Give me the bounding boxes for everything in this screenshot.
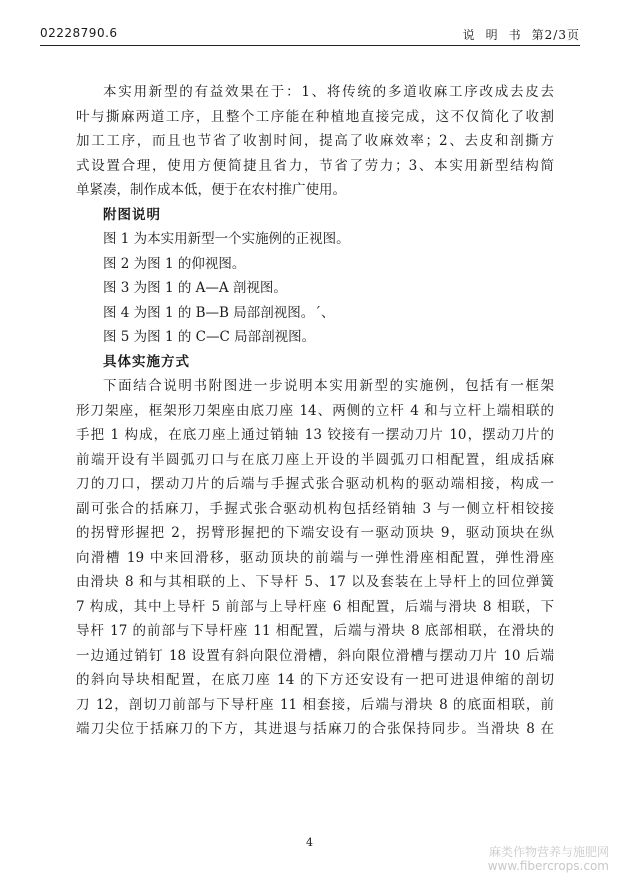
paragraph-line: 式设置合理，使用方便简捷且省力，节省了劳力；3、本实用新型结构简 (76, 157, 554, 174)
paragraph-line: 副可张合的括麻刀，手握式张合驱动机构包括经销轴 3 与一侧立杆相铰接 (76, 500, 554, 517)
paragraph-line: 单紧凑，制作成本低，便于在农村推广使用。 (76, 182, 346, 198)
section-heading-embodiment: 具体实施方式 (103, 353, 190, 370)
paragraph-line: 向滑槽 19 中来回滑移，驱动顶块的前端与一弹性滑座相配置，弹性滑座 (76, 549, 554, 566)
page-info: 第2/3页 (531, 28, 580, 42)
paragraph-line: 导杆 17 的前部与下导杆座 11 相配置，后端与滑块 8 底部相联，在滑块的 (76, 623, 554, 639)
figure-caption: 图 5 为图 1 的 C—C 局部剖视图。 (103, 329, 316, 345)
page-body (76, 80, 554, 742)
paragraph-line: 的拐臂形握把 2，拐臂形握把的下端安设有一驱动顶块 9，驱动顶块在纵 (76, 525, 554, 541)
figure-caption: 图 1 为本实用新型一个实施例的正视图。 (103, 231, 350, 247)
title-char-2: 明 (485, 28, 499, 42)
watermark-site-name: 麻类作物营养与施肥网 (488, 845, 609, 859)
paragraph-line: 手把 1 构成，在底刀座上通过销轴 13 铰接有一摆动刀片 10，摆动刀片的 (76, 427, 554, 443)
header-rule (40, 45, 580, 46)
title-char-3: 书 (508, 28, 522, 42)
page-number: 4 (306, 836, 313, 849)
section-heading-figures: 附图说明 (103, 206, 161, 223)
paragraph-line: 本实用新型的有益效果在于：1、将传统的多道收麻工序改成去皮去 (103, 84, 554, 100)
watermark-url: www.fibercrops.com (487, 859, 609, 873)
paragraph-line: 由滑块 8 和与其相联的上、下导杆 5、17 以及套装在上导杆上的回位弹簧 (76, 574, 554, 590)
paragraph-line: 刀 12，剖切刀前部与下导杆座 11 相套接，后端与滑块 8 的底面相联，前 (76, 696, 554, 713)
paragraph-line: 加工工序，而且也节省了收割时间，提高了收麻效率；2、去皮和剖撕方 (76, 133, 554, 149)
figure-caption: 图 3 为图 1 的 A—A 剖视图。 (103, 280, 287, 296)
paragraph-line: 端刀尖位于括麻刀的下方，其进退与括麻刀的合张保持同步。当滑块 8 在 (76, 721, 554, 737)
title-char-1: 说 (462, 28, 476, 42)
figure-caption: 图 4 为图 1 的 B—B 局部剖视图。ˊ、 (103, 304, 335, 321)
paragraph-line: 7 构成，其中上导杆 5 前部与上导杆座 6 相配置，后端与滑块 8 相联，下 (76, 598, 554, 615)
paragraph-line: 一边通过销钉 18 设置有斜向限位滑槽，斜向限位滑槽与摆动刀片 10 后端 (76, 647, 554, 664)
document-title (463, 26, 580, 43)
paragraph-line: 刀的刀口，摆动刀片的后端与手握式张合驱动机构的驱动端相接，构成一 (76, 476, 554, 492)
figure-caption: 图 2 为图 1 的仰视图。 (103, 255, 246, 272)
paragraph-line: 形刀架座，框架形刀架座由底刀座 14、两侧的立杆 4 和与立杆上端相联的 (76, 402, 554, 419)
paragraph-line: 的斜向导块相配置，在底刀座 14 的下方还安设有一把可进退伸缩的剖切 (76, 672, 554, 688)
site-watermark (488, 845, 609, 873)
page-header (40, 22, 580, 44)
paragraph-line: 下面结合说明书附图进一步说明本实用新型的实施例，包括有一框架 (103, 378, 554, 394)
paragraph-line: 叶与撕麻两道工序，且整个工序能在种植地直接完成，这不仅简化了收割 (76, 108, 554, 125)
paragraph-line: 前端开设有半圆弧刃口与在底刀座上开设的半圆弧刃口相配置，组成括麻 (76, 451, 554, 468)
document-number: 02228790.6 (40, 26, 118, 40)
